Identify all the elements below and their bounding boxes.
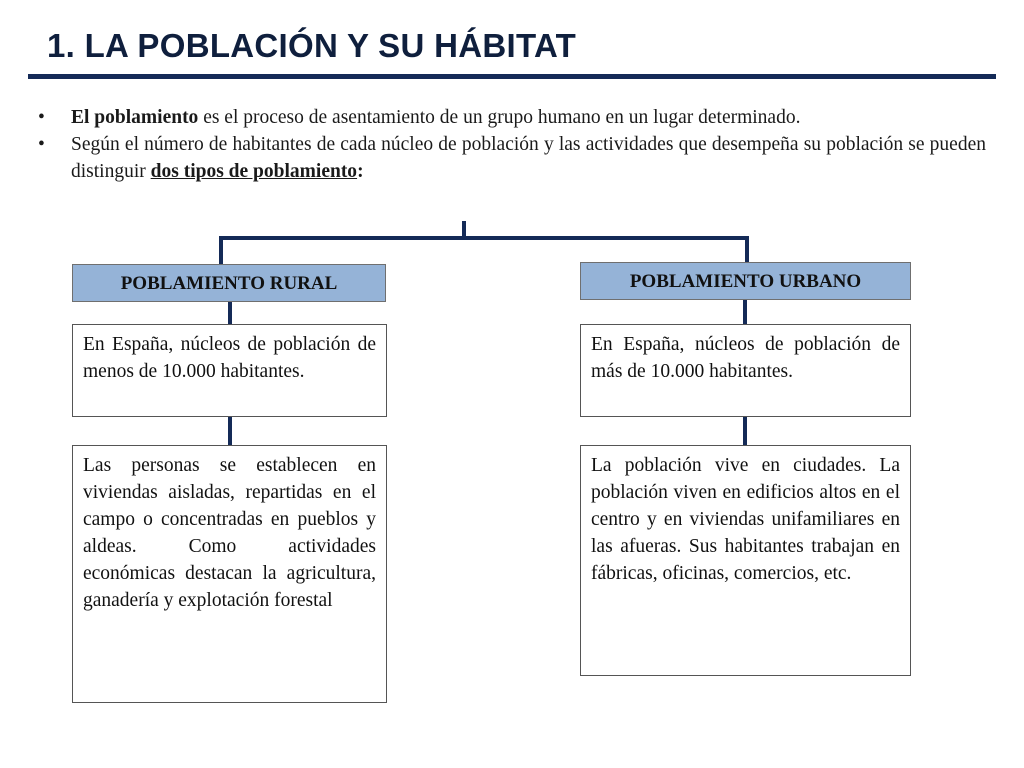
rural-header-label: POBLAMIENTO RURAL [120, 273, 338, 294]
bullet-poblamiento-definition [38, 104, 986, 131]
urbano-definition-box [580, 324, 911, 417]
connector-urbano-definition-to-description [743, 417, 747, 445]
rural-description-box [72, 445, 387, 703]
rural-description-text: Las personas se establecen en viviendas aisladas, repartidas en el campo o concentradas en pueblos y aldeas. Como actividades económicas destacan la agricultura, ganadería y explotación forestal [83, 455, 376, 611]
bullet-1-text: es el proceso de asentamiento de un grupo humano en un lugar determinado. [198, 107, 801, 128]
rural-definition-text: En España, núcleos de población de menos de 10.000 habitantes. [83, 334, 376, 382]
title-divider [28, 74, 996, 79]
connector-urbano-header-to-definition [743, 300, 747, 324]
bullet-2-colon: : [357, 161, 364, 182]
connector-rural-definition-to-description [228, 417, 232, 445]
urbano-header-box [580, 262, 911, 300]
bullet-poblamiento-types [38, 131, 986, 185]
emphasis-dos-tipos: dos tipos de poblamiento [150, 161, 358, 182]
rural-definition-box [72, 324, 387, 417]
connector-right-drop [745, 236, 749, 264]
term-poblamiento: El poblamiento [71, 107, 199, 128]
rural-header-box [72, 264, 386, 302]
urbano-definition-text: En España, núcleos de población de más de 10.000 habitantes. [591, 334, 900, 382]
intro-bullet-list [38, 104, 986, 185]
bullet-2-text: Según el número de habitantes de cada núcleo de población y las actividades que desempeña su población se pueden distinguir [71, 134, 986, 182]
urbano-header-label: POBLAMIENTO URBANO [629, 271, 862, 292]
urbano-description-text: La población vive en ciudades. La población viven en edificios altos en el centro y en viviendas unifamiliares en las afueras. Sus habitantes trabajan en fábricas, oficinas, comercios, etc. [591, 455, 900, 584]
connector-rural-header-to-definition [228, 302, 232, 324]
connector-left-drop [219, 236, 223, 264]
urbano-description-box [580, 445, 911, 676]
connector-horizontal [219, 236, 749, 240]
page-title: 1. LA POBLACIÓN Y SU HÁBITAT [47, 27, 577, 64]
